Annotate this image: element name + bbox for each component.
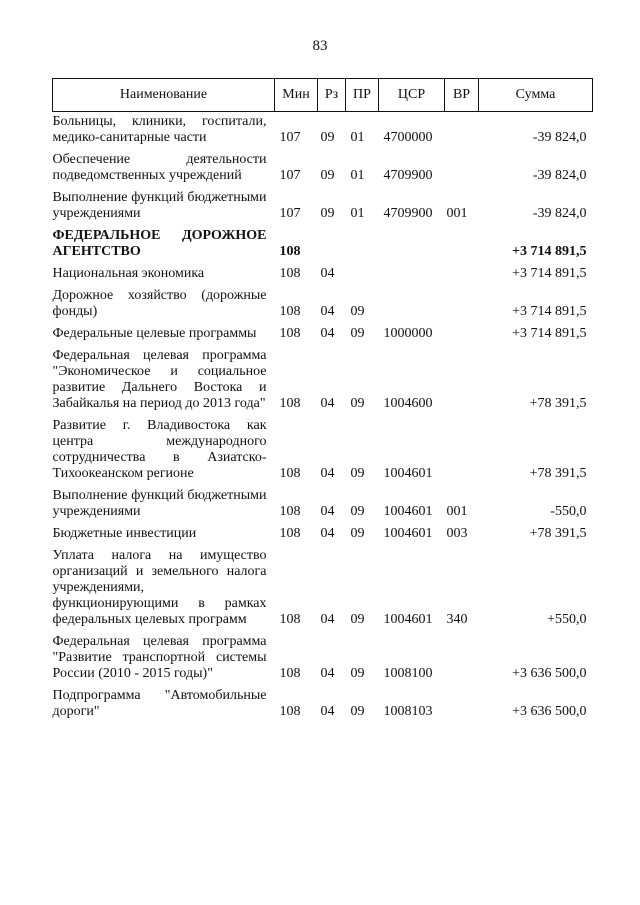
cell-name: Дорожное хозяйство (дорожные фонды) <box>52 288 267 319</box>
cell-vr <box>445 146 479 184</box>
cell-sum: +3 714 891,5 <box>512 326 587 341</box>
table-row <box>53 112 593 147</box>
cell-pr: 09 <box>350 304 365 319</box>
cell-vr: 001 <box>446 206 468 221</box>
cell-vr <box>445 260 479 282</box>
cell-sum: +3 714 891,5 <box>512 304 587 319</box>
cell-pr: 09 <box>350 526 365 541</box>
cell-sum: -39 824,0 <box>532 130 587 145</box>
cell-name: Федеральная целевая программа "Экономическое и социальное развитие Дальнего Востока и Забайкалья на период до 2013 года" <box>52 348 267 411</box>
cell-min: 108 <box>279 666 301 681</box>
cell-pr: 09 <box>350 396 365 411</box>
table-row <box>53 260 593 282</box>
cell-sum: +3 714 891,5 <box>512 244 587 259</box>
cell-name: Выполнение функций бюджетными учреждениями <box>52 488 267 519</box>
cell-rz: 04 <box>320 666 335 681</box>
table-body <box>53 112 593 721</box>
budget-table <box>52 78 593 720</box>
cell-sum: +550,0 <box>547 612 587 627</box>
cell-pr: 01 <box>350 168 365 183</box>
cell-rz: 09 <box>320 130 335 145</box>
cell-min: 108 <box>279 266 301 281</box>
table-row <box>53 520 593 542</box>
cell-rz <box>318 222 346 260</box>
cell-min: 108 <box>279 326 301 341</box>
cell-pr <box>346 222 379 260</box>
cell-csr: 4700000 <box>383 130 433 145</box>
cell-rz: 04 <box>320 704 335 719</box>
header-min: Мин <box>275 79 318 112</box>
cell-pr: 09 <box>350 504 365 519</box>
cell-vr <box>445 342 479 412</box>
cell-name: Национальная экономика <box>52 266 205 281</box>
cell-csr: 1004600 <box>383 396 433 411</box>
table-row <box>53 146 593 184</box>
cell-min: 108 <box>279 704 301 719</box>
header-pr: ПР <box>346 79 379 112</box>
cell-rz: 04 <box>320 266 335 281</box>
cell-vr: 003 <box>446 526 468 541</box>
cell-sum: +3 636 500,0 <box>512 666 587 681</box>
table-row <box>53 320 593 342</box>
cell-sum: +78 391,5 <box>529 396 587 411</box>
cell-min: 107 <box>279 168 301 183</box>
cell-name: Федеральная целевая программа "Развитие транспортной системы России (2010 - 2015 годы)" <box>52 634 267 681</box>
page-number: 83 <box>312 38 328 54</box>
cell-csr <box>379 222 445 260</box>
cell-name: Подпрограмма "Автомобильные дороги" <box>52 688 267 719</box>
cell-min: 108 <box>279 304 301 319</box>
cell-csr: 1004601 <box>383 466 433 481</box>
cell-min: 108 <box>279 504 301 519</box>
cell-vr <box>445 222 479 260</box>
cell-pr: 01 <box>350 130 365 145</box>
cell-min: 108 <box>279 526 301 541</box>
cell-name: Уплата налога на имущество организаций и земельного налога учреждениями, функционирующими в рамках федеральных целевых программ <box>52 548 267 627</box>
cell-rz: 04 <box>320 612 335 627</box>
header-name: Наименование <box>53 79 275 112</box>
cell-min: 108 <box>279 612 301 627</box>
cell-rz: 09 <box>320 168 335 183</box>
cell-min: 108 <box>279 396 301 411</box>
header-vr: ВР <box>445 79 479 112</box>
cell-pr: 09 <box>350 466 365 481</box>
cell-rz: 04 <box>320 326 335 341</box>
cell-sum: +78 391,5 <box>529 526 587 541</box>
cell-min: 108 <box>279 244 301 259</box>
cell-name: ФЕДЕРАЛЬНОЕ ДОРОЖНОЕ АГЕНТСТВО <box>52 228 267 259</box>
cell-csr: 1004601 <box>383 526 433 541</box>
cell-csr: 1008100 <box>383 666 433 681</box>
cell-name: Выполнение функций бюджетными учреждениями <box>52 190 267 221</box>
cell-pr: 09 <box>350 666 365 681</box>
cell-sum: +78 391,5 <box>529 466 587 481</box>
cell-sum: -550,0 <box>550 504 587 519</box>
cell-min: 108 <box>279 466 301 481</box>
cell-csr <box>379 282 445 320</box>
cell-csr <box>379 260 445 282</box>
cell-min: 107 <box>279 130 301 145</box>
table-row <box>53 628 593 682</box>
cell-csr: 4709900 <box>383 206 433 221</box>
table-row <box>53 412 593 482</box>
cell-csr: 1004601 <box>383 612 433 627</box>
cell-pr: 09 <box>350 612 365 627</box>
cell-rz: 04 <box>320 504 335 519</box>
cell-csr: 4709900 <box>383 168 433 183</box>
table-row <box>53 184 593 222</box>
cell-pr <box>346 260 379 282</box>
cell-sum: -39 824,0 <box>532 206 587 221</box>
cell-name: Развитие г. Владивостока как центра международного сотрудничества в Азиатско-Тихоокеанском регионе <box>52 418 267 481</box>
cell-vr <box>445 320 479 342</box>
cell-sum: +3 714 891,5 <box>512 266 587 281</box>
cell-pr: 01 <box>350 206 365 221</box>
cell-vr <box>445 412 479 482</box>
cell-vr: 340 <box>446 612 468 627</box>
cell-vr <box>445 282 479 320</box>
cell-rz: 04 <box>320 466 335 481</box>
table-row <box>53 542 593 628</box>
cell-pr: 09 <box>350 704 365 719</box>
cell-vr <box>445 682 479 720</box>
table-header-row <box>53 79 593 112</box>
table-row <box>53 682 593 720</box>
cell-rz: 09 <box>320 206 335 221</box>
cell-vr: 001 <box>446 504 468 519</box>
header-rz: Рз <box>318 79 346 112</box>
table-row <box>53 342 593 412</box>
table-row <box>53 482 593 520</box>
cell-name: Бюджетные инвестиции <box>52 526 197 541</box>
cell-rz: 04 <box>320 526 335 541</box>
cell-name: Обеспечение деятельности подведомственных учреждений <box>52 152 267 183</box>
cell-min: 107 <box>279 206 301 221</box>
cell-pr: 09 <box>350 326 365 341</box>
cell-rz: 04 <box>320 304 335 319</box>
cell-rz: 04 <box>320 396 335 411</box>
header-sum: Сумма <box>479 79 593 112</box>
cell-vr <box>445 112 479 147</box>
cell-name: Больницы, клиники, госпитали, медико-санитарные части <box>52 114 267 145</box>
cell-sum: -39 824,0 <box>532 168 587 183</box>
header-csr: ЦСР <box>379 79 445 112</box>
cell-name: Федеральные целевые программы <box>52 326 257 341</box>
table-row <box>53 282 593 320</box>
cell-csr: 1004601 <box>383 504 433 519</box>
cell-csr: 1008103 <box>383 704 433 719</box>
cell-sum: +3 636 500,0 <box>512 704 587 719</box>
cell-vr <box>445 628 479 682</box>
cell-csr: 1000000 <box>383 326 433 341</box>
table-row <box>53 222 593 260</box>
